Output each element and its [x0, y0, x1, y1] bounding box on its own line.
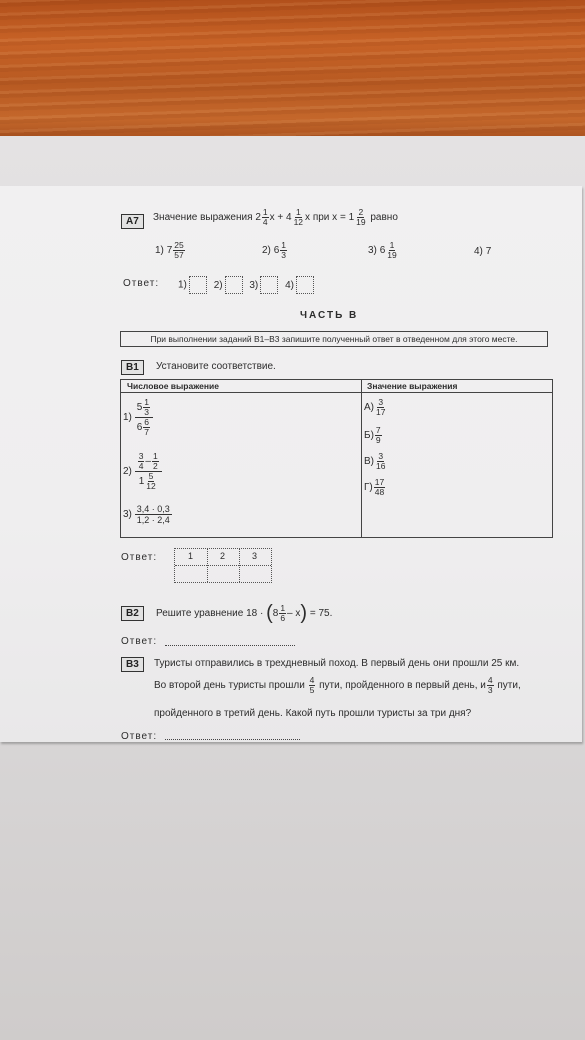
- b2-answer-line[interactable]: [165, 637, 295, 646]
- b1-left-item-3: 3) $\frac{3,4 \cdot 0,3}{1,2 \cdot 2,4}$: [123, 504, 170, 525]
- b3-line-2: Во второй день туристы прошли $\frac{4}{5}$ пути, пройденного в первый день, и $\frac{4}{3}$ пути,: [154, 675, 521, 695]
- b3-line-1: Туристы отправились в трехдневный поход. В первый день они прошли 25 км.: [154, 658, 520, 669]
- b1-right-item-a: А) $\frac{3}{17}$: [364, 397, 386, 417]
- a7-end: равно: [370, 212, 398, 224]
- b1-right-item-c: В) $\frac{3}{16}$: [364, 451, 386, 471]
- a7-mid: x + 4: [269, 212, 292, 224]
- b1-matching-table: [120, 379, 553, 538]
- b1-answer-table: [174, 548, 272, 583]
- part-b-title: ЧАСТЬ В: [300, 310, 359, 321]
- b1-left-item-1: 1) 5 $\frac{1}{3}$ 6 $\frac{6}{7}$: [123, 398, 153, 437]
- b1-answer-cell-1[interactable]: [176, 567, 206, 581]
- a7-answer-boxes: 1) 2) 3) 4): [178, 276, 314, 294]
- b1-answer-label: Ответ:: [121, 552, 158, 563]
- b1-answer-col-1: 1: [188, 551, 194, 561]
- task-label-b1: В1: [121, 360, 144, 375]
- task-label-b2: В2: [121, 606, 144, 621]
- a7-frac-2: $\frac{1}{12}$: [293, 207, 304, 227]
- a7-option-4[interactable]: 4) 7: [474, 246, 492, 257]
- b1-left-item-2: 2) $\frac{3}{4}$ – $\frac{1}{2}$ 1 $\frac{5}{12}$: [123, 452, 162, 491]
- b2-question: Решите уравнение 18 · (8 $\frac{1}{6}$ – x) = 75.: [156, 602, 333, 624]
- b1-right-item-b: Б) $\frac{7}{9}$: [364, 425, 381, 445]
- b1-answer-cell-2[interactable]: [208, 567, 238, 581]
- task-label-a7: A7: [121, 214, 144, 229]
- b3-line-3: пройденного в третий день. Какой путь прошли туристы за три дня?: [154, 708, 472, 719]
- a7-frac-3: $\frac{2}{19}$: [356, 207, 366, 227]
- a7-answer-label: Ответ:: [123, 278, 160, 289]
- b1-col-right-header: Значение выражения: [367, 381, 458, 391]
- b1-answer-col-2: 2: [220, 551, 226, 561]
- a7-mid2: x при x = 1: [305, 212, 355, 224]
- a7-option-3[interactable]: 3) 6 $\frac{1}{19}$: [368, 240, 397, 260]
- part-b-instructions: При выполнении заданий В1–В3 запишите полученный ответ в отведенном для этого месте.: [120, 331, 548, 347]
- wooden-table-background: [0, 0, 585, 140]
- a7-text: Значение выражения: [153, 212, 253, 224]
- a7-option-1[interactable]: 1) 7 $\frac{25}{57}$: [155, 240, 184, 260]
- a7-answer-box-4[interactable]: [296, 276, 314, 294]
- worksheet-page: [0, 186, 582, 742]
- b3-answer-label: Ответ:: [121, 731, 158, 742]
- b1-answer-col-3: 3: [252, 551, 258, 561]
- task-label-b3: В3: [121, 657, 144, 672]
- b1-col-left-header: Числовое выражение: [127, 381, 219, 391]
- a7-answer-box-2[interactable]: [225, 276, 243, 294]
- a7-question: [153, 208, 398, 227]
- a7-answer-box-3[interactable]: [260, 276, 278, 294]
- a7-frac-1: $\frac{1}{4}$: [262, 207, 268, 227]
- b2-answer-label: Ответ:: [121, 636, 158, 647]
- b1-text: Установите соответствие.: [156, 361, 276, 372]
- b3-answer-line[interactable]: [165, 731, 300, 740]
- b1-answer-cell-3[interactable]: [240, 567, 270, 581]
- b1-right-item-d: Г) $\frac{17}{48}$: [364, 477, 385, 497]
- a7-answer-box-1[interactable]: [189, 276, 207, 294]
- a7-option-2[interactable]: 2) 6 $\frac{1}{3}$: [262, 240, 286, 260]
- a7-whole-1: 2: [255, 212, 261, 224]
